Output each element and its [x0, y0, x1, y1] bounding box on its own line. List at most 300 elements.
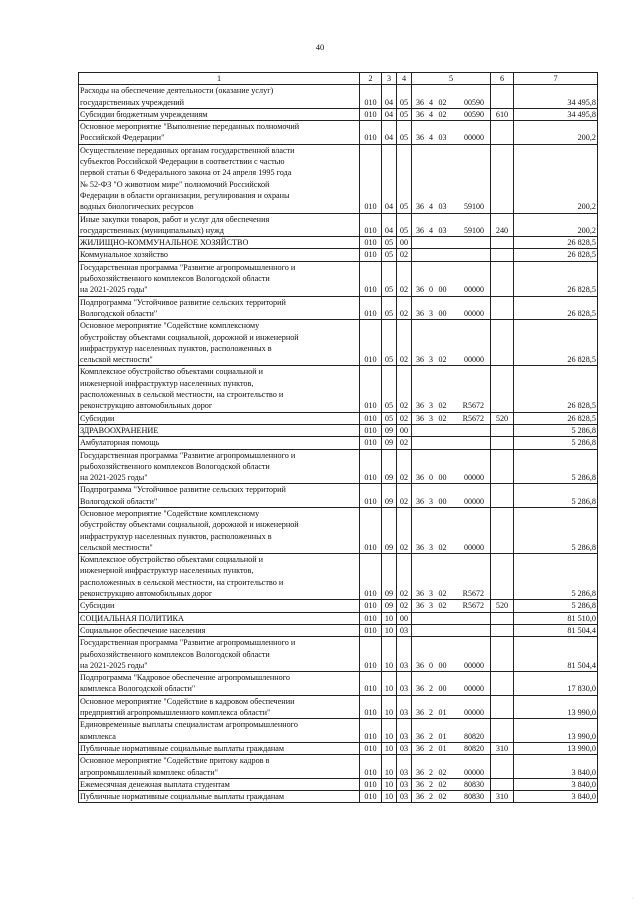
- col-section: 09: [382, 484, 397, 508]
- col-ministry: 010: [360, 755, 382, 779]
- col-ministry: 010: [360, 624, 382, 636]
- header-cell: 3: [382, 73, 397, 85]
- col-ministry: 010: [360, 144, 382, 213]
- page-number: 40: [315, 42, 325, 52]
- col-expense-type: [491, 612, 514, 624]
- col-ministry: 010: [360, 742, 382, 754]
- article-direction: 00000: [464, 684, 484, 694]
- article-direction: 00000: [464, 473, 484, 483]
- col-ministry: 010: [360, 637, 382, 672]
- article-subprogram: 4: [429, 109, 433, 119]
- col-subsection: 02: [397, 366, 412, 412]
- table-row: [79, 320, 598, 366]
- col-section: 09: [382, 600, 397, 612]
- table-row: [79, 612, 598, 624]
- article-direction: R5672: [462, 601, 484, 611]
- article-subprogram: 3: [429, 496, 433, 506]
- col-target-article: [412, 637, 491, 672]
- article-program: 36: [416, 601, 424, 611]
- article-direction: 00000: [464, 355, 484, 365]
- col-amount: 81 510,0: [514, 612, 598, 624]
- article-program: 36: [416, 496, 424, 506]
- row-name: Государственная программа "Развитие агропромышленного и рыбохозяйственного комплексов Вологодской области на 2021-2025 годы": [79, 449, 360, 484]
- col-section: 10: [382, 755, 397, 779]
- article-subprogram: 4: [429, 202, 433, 212]
- article-program: 36: [416, 225, 424, 235]
- col-target-article: [412, 437, 491, 449]
- header-cell: 1: [79, 73, 360, 85]
- col-amount: 26 828,5: [514, 261, 598, 296]
- col-expense-type: [491, 121, 514, 145]
- article-program: 36: [416, 97, 424, 107]
- article-direction: 00000: [464, 767, 484, 777]
- col-section: 09: [382, 554, 397, 600]
- table-row: [79, 121, 598, 145]
- col-section: 10: [382, 637, 397, 672]
- col-target-article: [412, 600, 491, 612]
- col-section: 05: [382, 366, 397, 412]
- article-program: 36: [416, 743, 424, 753]
- row-name: Основное мероприятие "Содействие в кадровом обеспечении предприятий агропромышленного комплекса области": [79, 695, 360, 719]
- article-direction: 00590: [464, 97, 484, 107]
- col-ministry: 010: [360, 366, 382, 412]
- col-target-article: [412, 108, 491, 120]
- article-subprogram: 4: [429, 133, 433, 143]
- row-name: Подпрограмма "Устойчивое развитие сельских территорий Вологодской области": [79, 296, 360, 320]
- col-subsection: 05: [397, 144, 412, 213]
- article-subprogram: 2: [429, 792, 433, 802]
- col-expense-type: [491, 237, 514, 249]
- col-subsection: 02: [397, 261, 412, 296]
- col-subsection: 02: [397, 600, 412, 612]
- col-expense-type: [491, 144, 514, 213]
- article-subprogram: 3: [429, 542, 433, 552]
- col-target-article: [412, 449, 491, 484]
- col-expense-type: [491, 484, 514, 508]
- col-section: 05: [382, 261, 397, 296]
- col-expense-type: 310: [491, 742, 514, 754]
- table-row: [79, 554, 598, 600]
- article-program: 36: [416, 589, 424, 599]
- article-program: 36: [416, 779, 424, 789]
- row-name: Субсидии: [79, 600, 360, 612]
- row-name: Государственная программа "Развитие агропромышленного и рыбохозяйственного комплексов Вологодской области на 2021-2025 годы": [79, 261, 360, 296]
- article-direction: 00000: [464, 708, 484, 718]
- article-direction: 80830: [464, 792, 484, 802]
- col-ministry: 010: [360, 85, 382, 109]
- col-target-article: [412, 121, 491, 145]
- col-ministry: 010: [360, 412, 382, 424]
- col-amount: 26 828,5: [514, 412, 598, 424]
- row-name: Социальное обеспечение населения: [79, 624, 360, 636]
- col-amount: 3 840,0: [514, 791, 598, 803]
- col-subsection: 02: [397, 554, 412, 600]
- col-section: 09: [382, 449, 397, 484]
- table-row: [79, 742, 598, 754]
- col-section: 05: [382, 320, 397, 366]
- article-direction: 00000: [464, 133, 484, 143]
- row-name: ЗДРАВООХРАНЕНИЕ: [79, 424, 360, 436]
- col-amount: 26 828,5: [514, 366, 598, 412]
- article-subprogram: 2: [429, 743, 433, 753]
- scan-mark: ·: [632, 896, 634, 902]
- article-direction: R5672: [462, 401, 484, 411]
- col-section: 04: [382, 144, 397, 213]
- col-amount: 200,2: [514, 144, 598, 213]
- col-expense-type: [491, 261, 514, 296]
- col-expense-type: [491, 637, 514, 672]
- col-amount: 3 840,0: [514, 755, 598, 779]
- col-section: 09: [382, 507, 397, 553]
- article-event: 00: [438, 660, 447, 670]
- col-subsection: 05: [397, 85, 412, 109]
- article-subprogram: 2: [429, 779, 433, 789]
- article-subprogram: 3: [429, 355, 433, 365]
- col-subsection: 05: [397, 108, 412, 120]
- col-amount: 5 286,8: [514, 554, 598, 600]
- article-direction: 00590: [464, 109, 484, 119]
- article-event: 03: [438, 202, 447, 212]
- header-row: [79, 73, 598, 85]
- col-expense-type: 520: [491, 412, 514, 424]
- article-subprogram: 0: [429, 473, 433, 483]
- col-expense-type: [491, 249, 514, 261]
- row-name: Амбулаторная помощь: [79, 437, 360, 449]
- table-row: [79, 296, 598, 320]
- article-event: 03: [438, 133, 447, 143]
- col-amount: 34 495,8: [514, 108, 598, 120]
- col-section: 10: [382, 778, 397, 790]
- col-ministry: 010: [360, 121, 382, 145]
- article-event: 00: [438, 684, 447, 694]
- col-ministry: 010: [360, 719, 382, 743]
- table-row: [79, 424, 598, 436]
- article-subprogram: 0: [429, 660, 433, 670]
- article-subprogram: 0: [429, 285, 433, 295]
- col-target-article: [412, 612, 491, 624]
- article-subprogram: 3: [429, 308, 433, 318]
- row-name: Осуществление переданных органам государственной власти субъектов Российской Федерации в соответствии с частью первой статьи 6 Федерального закона от 24 апреля 1995 года № 52-ФЗ "О животном мире" полномочий Российской Федерации в области организации, регулирования и охраны водных биологических ресурсов: [79, 144, 360, 213]
- col-amount: 26 828,5: [514, 237, 598, 249]
- col-target-article: [412, 85, 491, 109]
- col-section: 10: [382, 672, 397, 696]
- col-section: 04: [382, 213, 397, 237]
- col-subsection: 03: [397, 755, 412, 779]
- col-target-article: [412, 624, 491, 636]
- col-subsection: 05: [397, 213, 412, 237]
- row-name: Публичные нормативные социальные выплаты гражданам: [79, 791, 360, 803]
- col-amount: 17 830,0: [514, 672, 598, 696]
- article-subprogram: 2: [429, 767, 433, 777]
- article-direction: 80820: [464, 743, 484, 753]
- table-row: [79, 261, 598, 296]
- article-subprogram: 4: [429, 225, 433, 235]
- article-event: 02: [438, 413, 447, 423]
- col-target-article: [412, 484, 491, 508]
- col-expense-type: [491, 366, 514, 412]
- article-direction: 00000: [464, 542, 484, 552]
- article-program: 36: [416, 308, 424, 318]
- article-event: 00: [438, 308, 447, 318]
- col-subsection: 02: [397, 412, 412, 424]
- col-section: 05: [382, 237, 397, 249]
- row-name: ЖИЛИЩНО-КОММУНАЛЬНОЕ ХОЗЯЙСТВО: [79, 237, 360, 249]
- row-name: Основное мероприятие "Содействие комплексному обустройству объектами социальной, дорожной и инженерной инфраструктур населенных пунктов, расположенных в сельской местности": [79, 507, 360, 553]
- article-event: 00: [438, 285, 447, 295]
- col-subsection: 00: [397, 612, 412, 624]
- row-name: Основное мероприятие "Содействие комплексному обустройству объектами социальной, дорожной и инженерной инфраструктур населенных пунктов, расположенных в сельской местности": [79, 320, 360, 366]
- table-body: [79, 85, 598, 803]
- col-ministry: 010: [360, 108, 382, 120]
- row-name: Коммунальное хозяйство: [79, 249, 360, 261]
- article-program: 36: [416, 542, 424, 552]
- col-expense-type: 610: [491, 108, 514, 120]
- table-row: [79, 695, 598, 719]
- col-amount: 26 828,5: [514, 320, 598, 366]
- row-name: Комплексное обустройство объектами социальной и инженерной инфраструктур населенных пунктов, расположенных в сельской местности, на строительство и реконструкцию автомобильных дорог: [79, 554, 360, 600]
- col-ministry: 010: [360, 554, 382, 600]
- col-amount: 200,2: [514, 121, 598, 145]
- col-subsection: 03: [397, 719, 412, 743]
- article-event: 02: [438, 401, 447, 411]
- col-ministry: 010: [360, 791, 382, 803]
- col-amount: 5 286,8: [514, 437, 598, 449]
- article-program: 36: [416, 401, 424, 411]
- article-program: 36: [416, 473, 424, 483]
- col-section: 10: [382, 742, 397, 754]
- article-program: 36: [416, 792, 424, 802]
- col-expense-type: [491, 320, 514, 366]
- col-target-article: [412, 213, 491, 237]
- budget-table: [78, 72, 598, 803]
- col-target-article: [412, 249, 491, 261]
- article-program: 36: [416, 731, 424, 741]
- article-event: 02: [438, 97, 447, 107]
- article-event: 02: [438, 601, 447, 611]
- col-section: 10: [382, 624, 397, 636]
- col-subsection: 02: [397, 507, 412, 553]
- col-expense-type: [491, 424, 514, 436]
- col-amount: 13 990,0: [514, 695, 598, 719]
- article-event: 00: [438, 473, 447, 483]
- col-section: 09: [382, 437, 397, 449]
- table-row: [79, 412, 598, 424]
- col-subsection: 02: [397, 249, 412, 261]
- article-direction: R5672: [462, 589, 484, 599]
- col-expense-type: 240: [491, 213, 514, 237]
- col-ministry: 010: [360, 507, 382, 553]
- row-name: Основное мероприятие "Содействие притоку кадров в агропромышленный комплекс области": [79, 755, 360, 779]
- col-amount: 5 286,8: [514, 600, 598, 612]
- article-event: 03: [438, 225, 447, 235]
- col-amount: 13 990,0: [514, 719, 598, 743]
- table-row: [79, 366, 598, 412]
- article-event: 02: [438, 792, 447, 802]
- col-section: 10: [382, 791, 397, 803]
- article-program: 36: [416, 660, 424, 670]
- article-subprogram: 3: [429, 401, 433, 411]
- article-subprogram: 3: [429, 589, 433, 599]
- col-ministry: 010: [360, 437, 382, 449]
- row-name: Основное мероприятие "Выполнение переданных полномочий Российской Федерации": [79, 121, 360, 145]
- col-section: 10: [382, 719, 397, 743]
- header-cell: 7: [514, 73, 598, 85]
- table-row: [79, 249, 598, 261]
- table-row: [79, 637, 598, 672]
- table-row: [79, 237, 598, 249]
- col-subsection: 03: [397, 624, 412, 636]
- col-ministry: 010: [360, 672, 382, 696]
- col-ministry: 010: [360, 296, 382, 320]
- col-expense-type: [491, 672, 514, 696]
- table-row: [79, 437, 598, 449]
- article-event: 02: [438, 109, 447, 119]
- col-amount: 5 286,8: [514, 507, 598, 553]
- col-subsection: 02: [397, 449, 412, 484]
- article-direction: 80830: [464, 779, 484, 789]
- col-target-article: [412, 755, 491, 779]
- col-ministry: 010: [360, 249, 382, 261]
- col-target-article: [412, 366, 491, 412]
- col-subsection: 05: [397, 121, 412, 145]
- article-subprogram: 3: [429, 601, 433, 611]
- col-target-article: [412, 742, 491, 754]
- row-name: Государственная программа "Развитие агропромышленного и рыбохозяйственного комплексов Вологодской области на 2021-2025 годы": [79, 637, 360, 672]
- col-ministry: 010: [360, 424, 382, 436]
- col-ministry: 010: [360, 778, 382, 790]
- col-subsection: 00: [397, 424, 412, 436]
- col-subsection: 03: [397, 695, 412, 719]
- col-target-article: [412, 778, 491, 790]
- article-program: 36: [416, 285, 424, 295]
- article-direction: 00000: [464, 308, 484, 318]
- article-subprogram: 3: [429, 413, 433, 423]
- header-cell: 6: [491, 73, 514, 85]
- col-subsection: 03: [397, 637, 412, 672]
- header-cell: 5: [412, 73, 491, 85]
- col-expense-type: [491, 695, 514, 719]
- table-row: [79, 791, 598, 803]
- table-row: [79, 778, 598, 790]
- article-program: 36: [416, 202, 424, 212]
- col-subsection: 03: [397, 742, 412, 754]
- col-ministry: 010: [360, 320, 382, 366]
- col-subsection: 02: [397, 296, 412, 320]
- col-section: 05: [382, 296, 397, 320]
- header-cell: 2: [360, 73, 382, 85]
- row-name: Расходы на обеспечение деятельности (оказание услуг) государственных учреждений: [79, 85, 360, 109]
- col-amount: 81 504,4: [514, 637, 598, 672]
- row-name: СОЦИАЛЬНАЯ ПОЛИТИКА: [79, 612, 360, 624]
- row-name: Комплексное обустройство объектами социальной и инженерной инфраструктур населенных пунктов, расположенных в сельской местности, на строительство и реконструкцию автомобильных дорог: [79, 366, 360, 412]
- col-amount: 26 828,5: [514, 296, 598, 320]
- table-row: [79, 85, 598, 109]
- table-row: [79, 672, 598, 696]
- table-row: [79, 144, 598, 213]
- col-section: 05: [382, 412, 397, 424]
- col-expense-type: [491, 507, 514, 553]
- header-cell: 4: [397, 73, 412, 85]
- col-section: 05: [382, 249, 397, 261]
- row-name: Подпрограмма "Кадровое обеспечение агропромышленного комплекса Вологодской области": [79, 672, 360, 696]
- row-name: Публичные нормативные социальные выплаты гражданам: [79, 742, 360, 754]
- col-amount: 81 504,4: [514, 624, 598, 636]
- table-row: [79, 213, 598, 237]
- col-ministry: 010: [360, 612, 382, 624]
- table-row: [79, 507, 598, 553]
- row-name: Единовременные выплаты специалистам агропромышленного комплекса: [79, 719, 360, 743]
- col-amount: 26 828,5: [514, 249, 598, 261]
- row-name: Иные закупки товаров, работ и услуг для обеспечения государственных (муниципальных) нужд: [79, 213, 360, 237]
- article-direction: 00000: [464, 660, 484, 670]
- col-ministry: 010: [360, 237, 382, 249]
- col-expense-type: 520: [491, 600, 514, 612]
- article-direction: 80820: [464, 731, 484, 741]
- article-direction: 00000: [464, 496, 484, 506]
- col-target-article: [412, 672, 491, 696]
- article-direction: R5672: [462, 413, 484, 423]
- col-amount: 5 286,8: [514, 449, 598, 484]
- col-ministry: 010: [360, 484, 382, 508]
- col-section: 04: [382, 108, 397, 120]
- col-subsection: 03: [397, 791, 412, 803]
- col-target-article: [412, 424, 491, 436]
- article-event: 02: [438, 779, 447, 789]
- table-row: [79, 484, 598, 508]
- col-target-article: [412, 507, 491, 553]
- article-program: 36: [416, 109, 424, 119]
- col-ministry: 010: [360, 261, 382, 296]
- col-expense-type: [491, 755, 514, 779]
- table-row: [79, 624, 598, 636]
- row-name: Подпрограмма "Устойчивое развитие сельских территорий Вологодской области": [79, 484, 360, 508]
- article-event: 02: [438, 542, 447, 552]
- article-program: 36: [416, 133, 424, 143]
- col-amount: 34 495,8: [514, 85, 598, 109]
- article-direction: 00000: [464, 285, 484, 295]
- article-program: 36: [416, 767, 424, 777]
- table-row: [79, 449, 598, 484]
- col-target-article: [412, 554, 491, 600]
- article-event: 01: [438, 743, 447, 753]
- col-expense-type: [491, 437, 514, 449]
- col-ministry: 010: [360, 600, 382, 612]
- col-amount: 13 990,0: [514, 742, 598, 754]
- article-event: 01: [438, 731, 447, 741]
- table-row: [79, 719, 598, 743]
- article-subprogram: 2: [429, 684, 433, 694]
- col-section: 10: [382, 612, 397, 624]
- col-amount: 3 840,0: [514, 778, 598, 790]
- col-subsection: 02: [397, 484, 412, 508]
- col-subsection: 02: [397, 437, 412, 449]
- col-subsection: 03: [397, 778, 412, 790]
- table-row: [79, 600, 598, 612]
- article-program: 36: [416, 355, 424, 365]
- col-subsection: 00: [397, 237, 412, 249]
- article-program: 36: [416, 684, 424, 694]
- article-event: 01: [438, 708, 447, 718]
- article-event: 00: [438, 496, 447, 506]
- table-row: [79, 755, 598, 779]
- col-target-article: [412, 695, 491, 719]
- article-program: 36: [416, 708, 424, 718]
- table-row: [79, 108, 598, 120]
- col-amount: 5 286,8: [514, 424, 598, 436]
- col-expense-type: [491, 554, 514, 600]
- col-target-article: [412, 320, 491, 366]
- col-target-article: [412, 237, 491, 249]
